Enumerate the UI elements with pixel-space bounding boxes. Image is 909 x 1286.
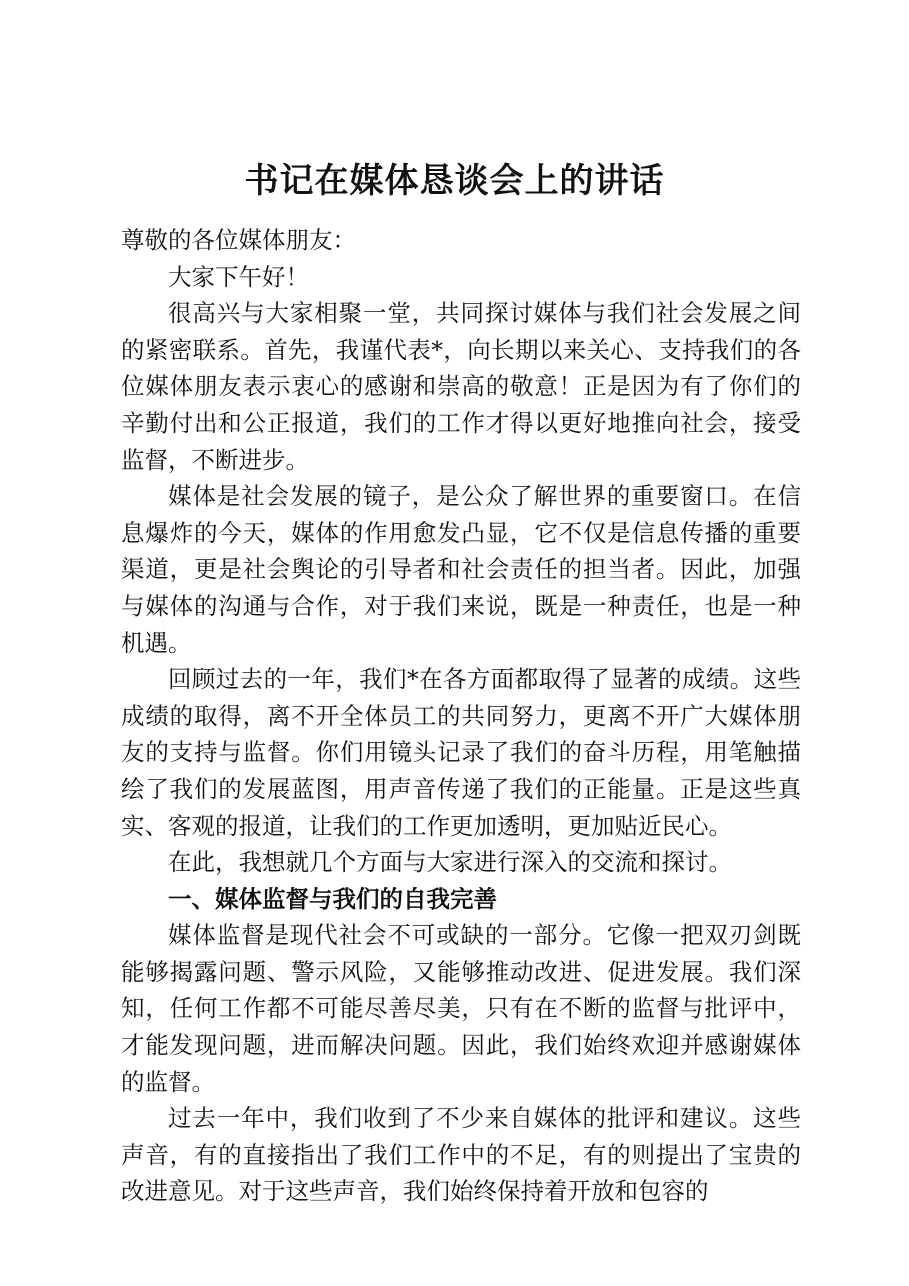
document-body — [121, 222, 801, 1210]
paragraph: 很高兴与大家相聚一堂，共同探讨媒体与我们社会发展之间的紧密联系。首先，我谨代表*，向长期以来关心、支持我们的各位媒体朋友表示衷心的感谢和崇高的敬意！正是因为有了你们的辛勤付出和公正报道，我们的工作才得以更好地推向社会，接受监督，不断进步。 — [121, 299, 801, 474]
paragraph: 回顾过去的一年，我们*在各方面都取得了显著的成绩。这些成绩的取得，离不开全体员工的共同努力，更离不开广大媒体朋友的支持与监督。你们用镜头记录了我们的奋斗历程，用笔触描绘了我们的发展蓝图，用声音传递了我们的正能量。正是这些真实、客观的报道，让我们的工作更加透明，更加贴近民心。 — [121, 665, 801, 840]
paragraph: 在此，我想就几个方面与大家进行深入的交流和探讨。 — [168, 848, 732, 877]
section-heading: 一、媒体监督与我们的自我完善 — [168, 884, 497, 913]
salutation: 尊敬的各位媒体朋友： — [121, 226, 356, 254]
greeting: 大家下午好！ — [168, 262, 309, 291]
paragraph: 过去一年中，我们收到了不少来自媒体的批评和建议。这些声音，有的直接指出了我们工作中的不足，有的则提出了宝贵的改进意见。对于这些声音，我们始终保持着开放和包容的 — [121, 1104, 801, 1206]
document-title: 书记在媒体恳谈会上的讲话 — [244, 161, 665, 201]
paragraph: 媒体是社会发展的镜子，是公众了解世界的重要窗口。在信息爆炸的今天，媒体的作用愈发凸显，它不仅是信息传播的重要渠道，更是社会舆论的引导者和社会责任的担当者。因此，加强与媒体的沟通与合作，对于我们来说，既是一种责任，也是一种机遇。 — [121, 482, 801, 657]
paragraph: 媒体监督是现代社会不可或缺的一部分。它像一把双刃剑既能够揭露问题、警示风险，又能够推动改进、促进发展。我们深知，任何工作都不可能尽善尽美，只有在不断的监督与批评中，才能发现问题，进而解决问题。因此，我们始终欢迎并感谢媒体的监督。 — [121, 921, 801, 1096]
